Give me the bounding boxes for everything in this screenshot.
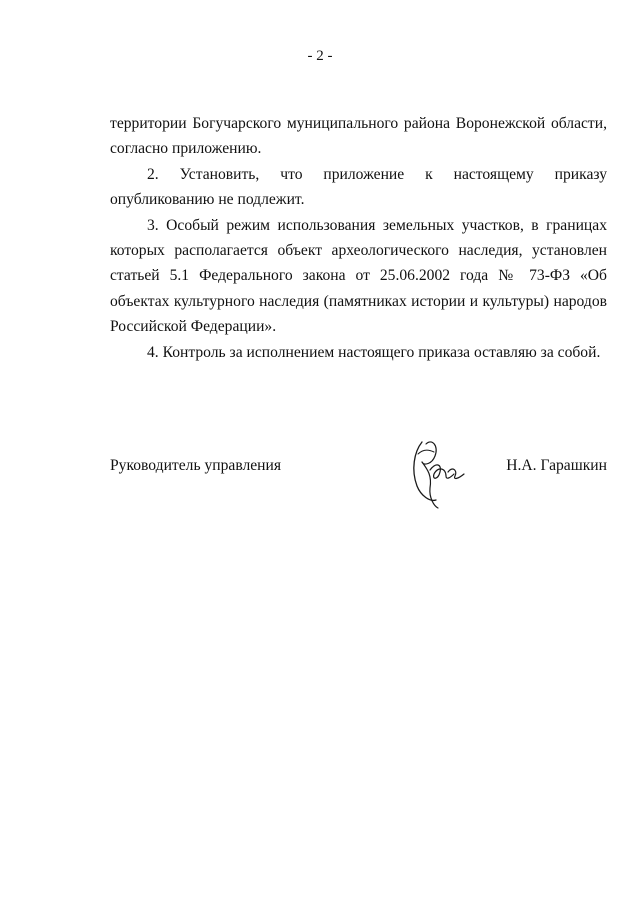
text-line: Федерации». [190, 318, 277, 336]
paragraph-continuation [110, 111, 607, 162]
text-line: культурного наследия (памятниках истории и культуры) народов Российской [110, 292, 607, 336]
page-number: - 2 - [307, 48, 333, 64]
text-line: 2. Установить, что приложение к настоящему приказу опубликованию [110, 165, 607, 209]
text-line: территории Богучарского муниципального района Воронежской области, [110, 115, 607, 132]
paragraph-item-2 [110, 162, 607, 213]
paragraph-item-4 [110, 340, 607, 365]
text-line: не подлежит. [218, 191, 305, 209]
text-line: 3. Особый режим использования земельных участков, в границах [147, 216, 607, 234]
text-line: согласно приложению. [110, 140, 262, 158]
signature-block [110, 452, 607, 522]
document-body [110, 111, 607, 365]
paragraph-item-3 [110, 213, 607, 340]
signatory-name: Н.А. Гарашкин [506, 457, 607, 474]
handwritten-signature-icon [408, 436, 470, 510]
signatory-position: Руководитель управления [110, 457, 282, 474]
text-line: 4. Контроль за исполнением настоящего приказа оставляю за собой. [147, 343, 601, 361]
text-line: которых располагается объект археологического наследия, установлен [110, 242, 607, 260]
text-line: статьей 5.1 Федерального закона от 25.06.2002 года № 73-ФЗ «Об объектах [110, 267, 607, 310]
